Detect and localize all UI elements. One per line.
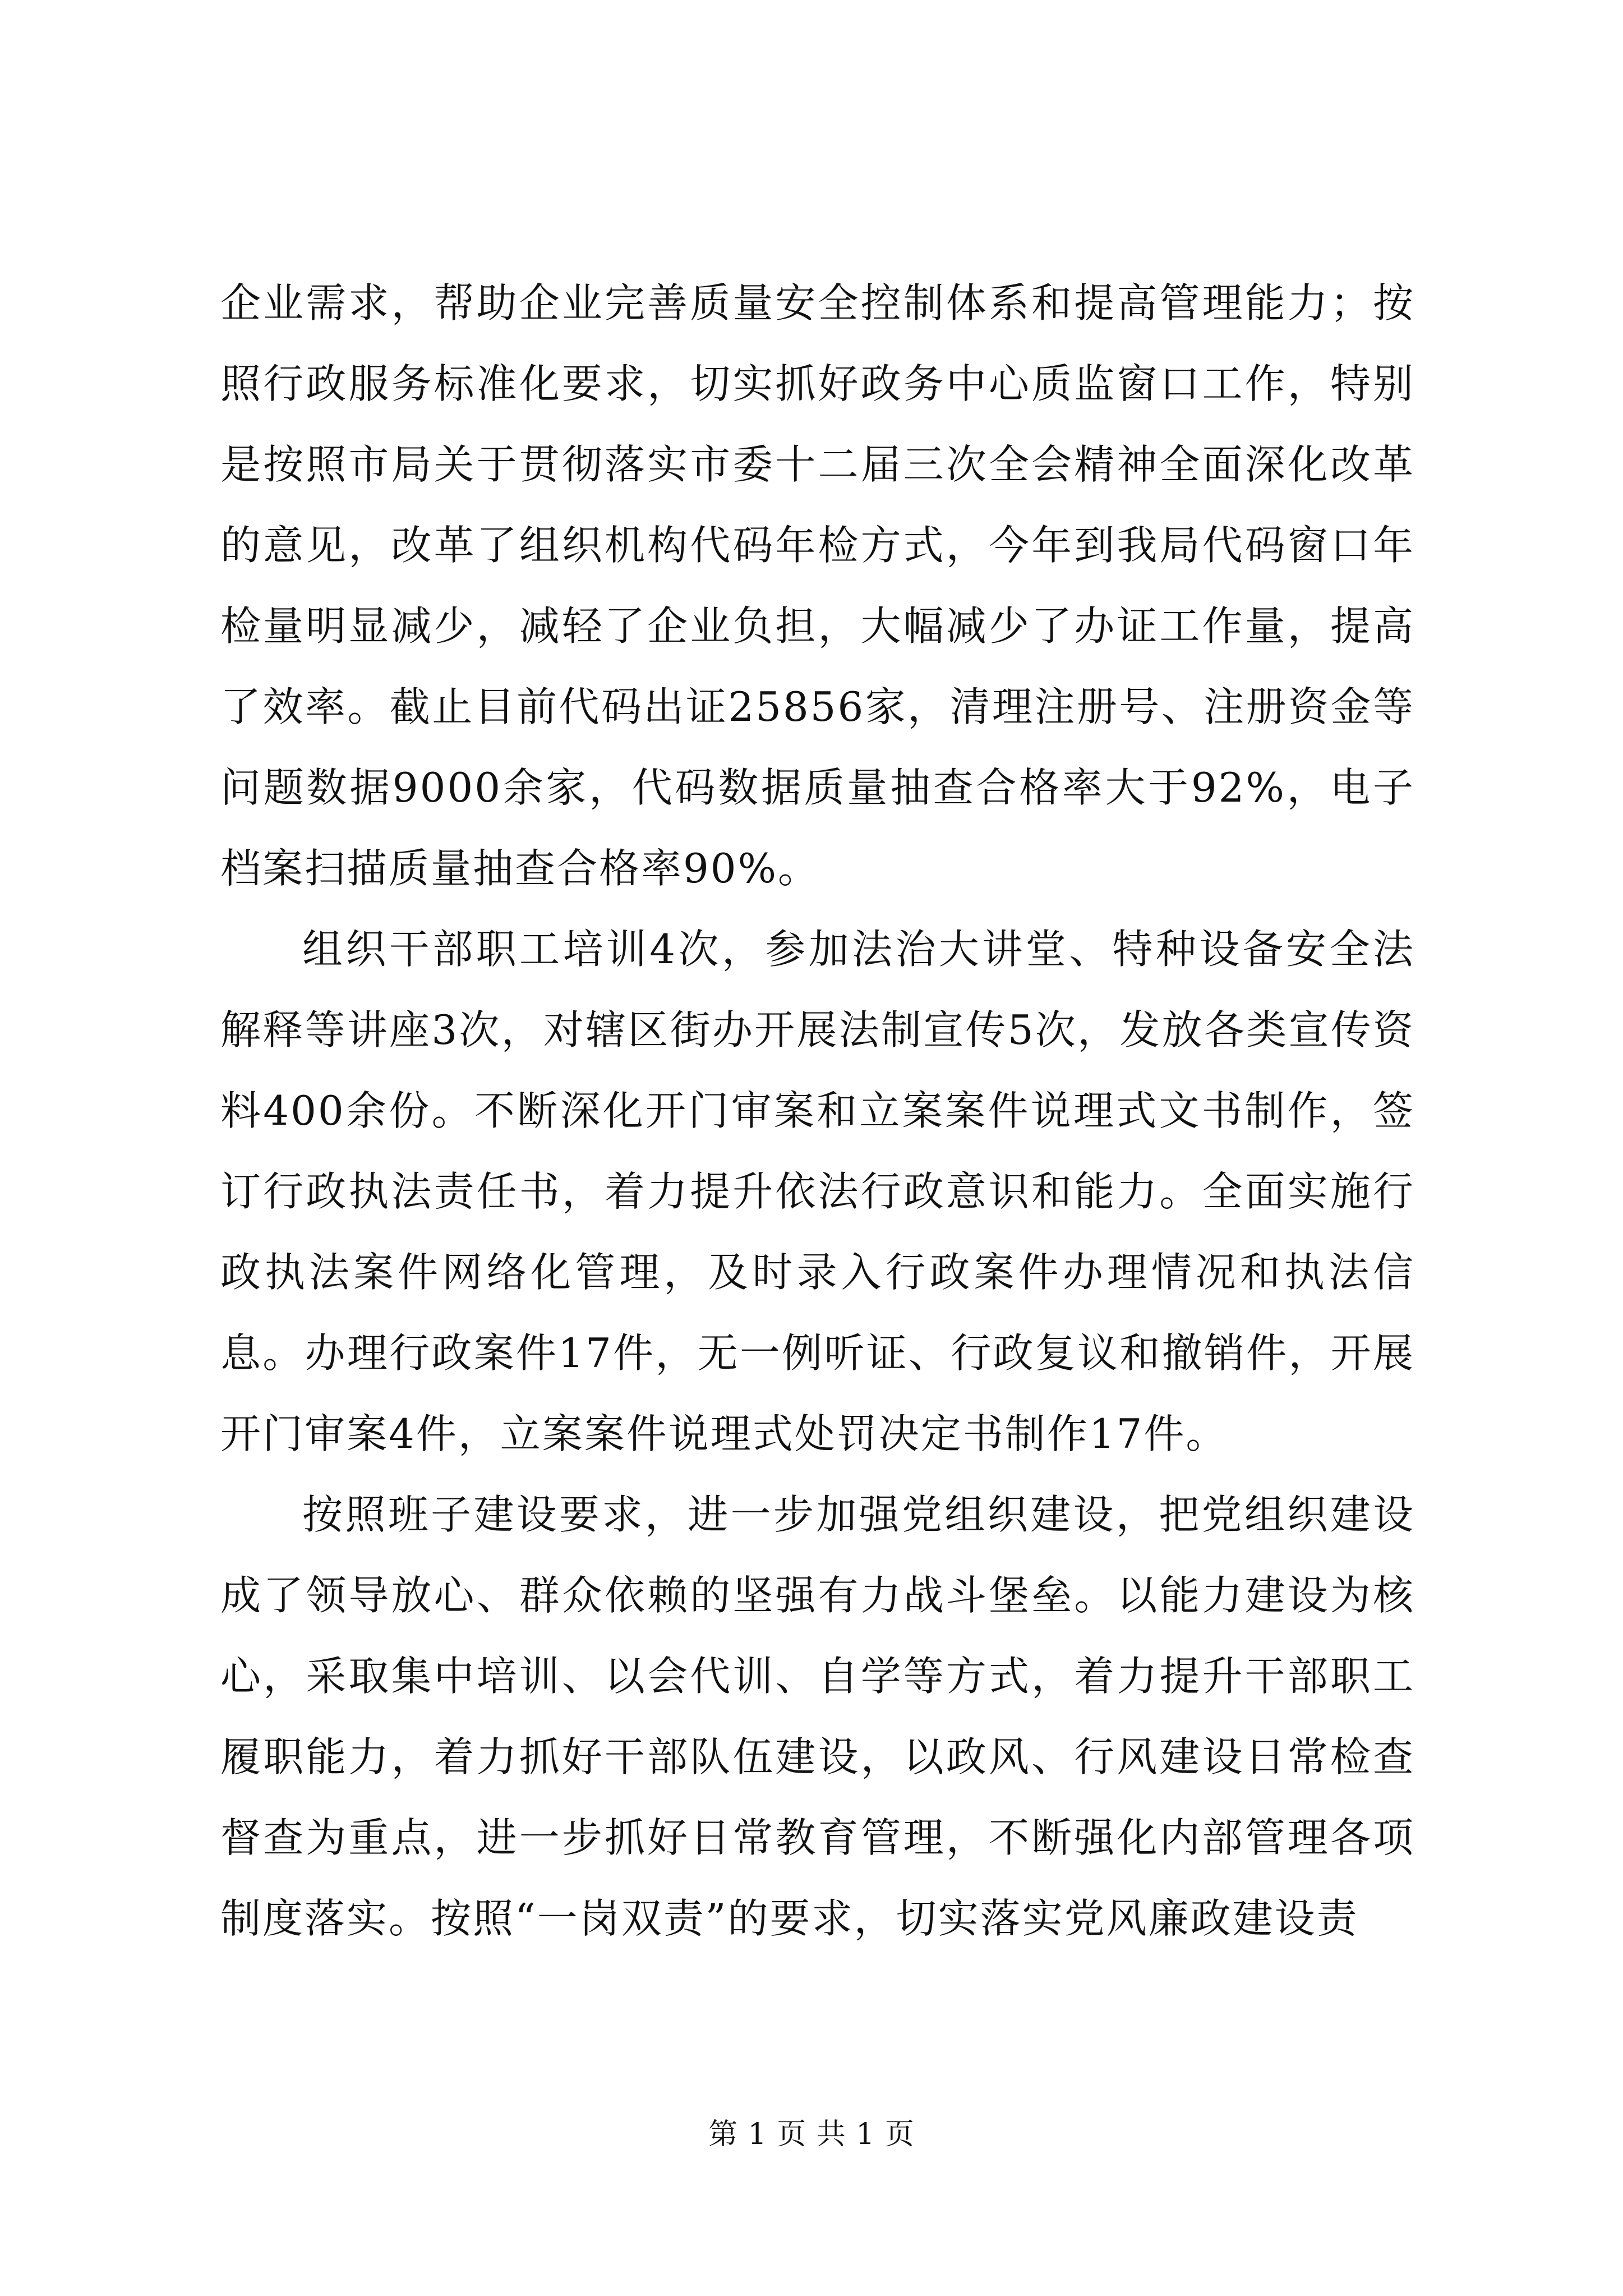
paragraph-continuation: 企业需求，帮助企业完善质量安全控制体系和提高管理能力；按照行政服务标准化要求，切实抓好政务中心质监窗口工作，特别是按照市局关于贯彻落实市委十二届三次全会精神全面深化改革的意见，改革了组织机构代码年检方式，今年到我局代码窗口年检量明显减少，减轻了企业负担，大幅减少了办证工作量，提高了效率。截止目前代码出证25856家，清理注册号、注册资金等问题数据9000余家，代码数据质量抽查合格率大于92%，电子档案扫描质量抽查合格率90%。 xyxy=(220,279,1415,892)
page-footer xyxy=(0,2115,1623,2154)
document-body xyxy=(220,263,1415,1959)
paragraph-legal-training: 组织干部职工培训4次，参加法治大讲堂、特种设备安全法解释等讲座3次，对辖区街办开展法制宣传5次，发放各类宣传资料400余份。不断深化开门审案和立案案件说理式文书制作，签订行政执法责任书，着力提升依法行政意识和能力。全面实施行政执法案件网络化管理，及时录入行政案件办理情况和执法信息。办理行政案件17件，无一例听证、行政复议和撤销件，开展开门审案4件，立案案件说理式处罚决定书制作17件。 xyxy=(220,926,1415,1457)
page-number-label: 第 1 页 共 1 页 xyxy=(708,2118,915,2151)
paragraph-party-building: 按照班子建设要求，进一步加强党组织建设，把党组织建设成了领导放心、群众依赖的坚强有力战斗堡垒。以能力建设为核心，采取集中培训、以会代训、自学等方式，着力提升干部职工履职能力，着力抓好干部队伍建设，以政风、行风建设日常检查督查为重点，进一步抓好日常教育管理，不断强化内部管理各项制度落实。按照“一岗双责”的要求，切实落实党风廉政建设责 xyxy=(220,1491,1415,1942)
